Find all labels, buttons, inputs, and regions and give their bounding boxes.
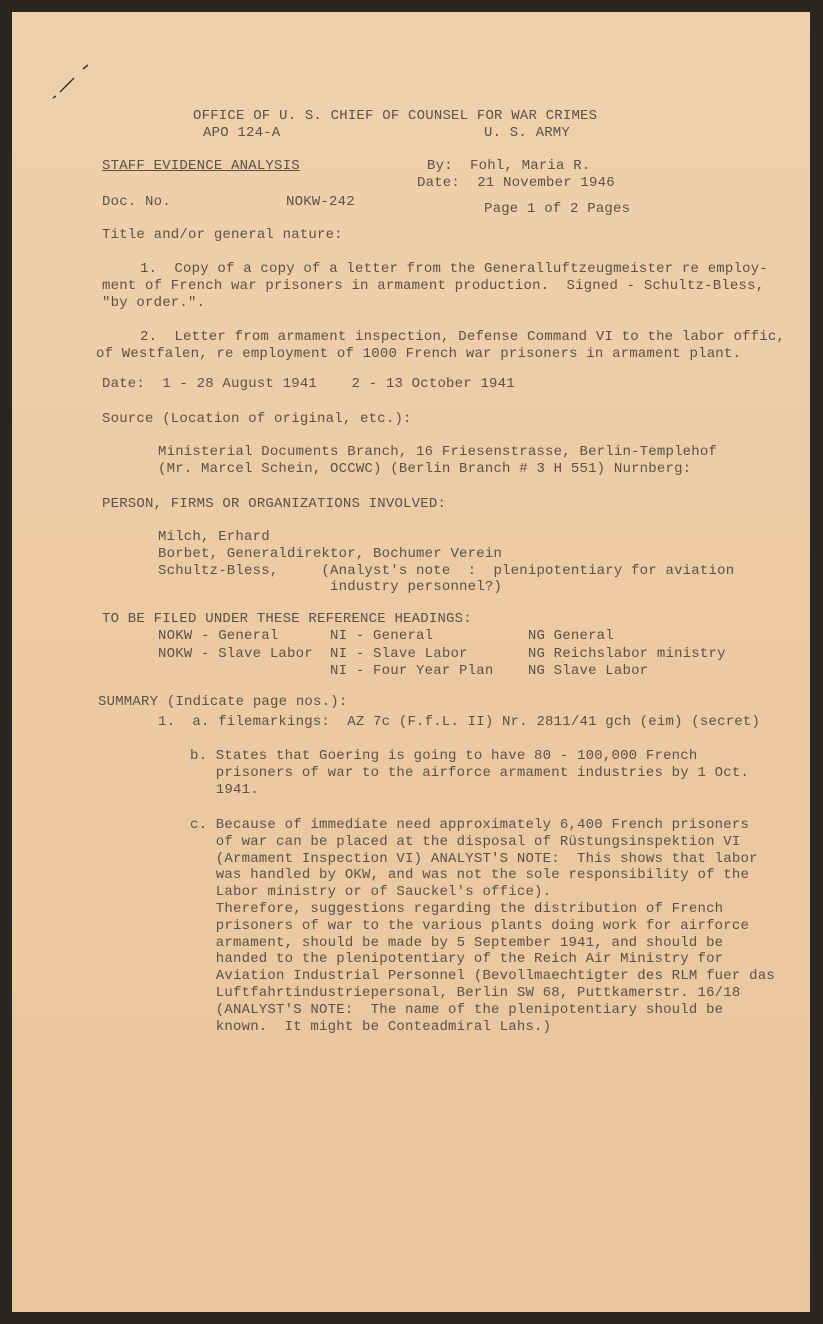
summary-c-line: of war can be placed at the disposal of Rüstungsinspektion VI <box>190 833 741 850</box>
para1-line: ment of French war prisoners in armament production. Signed - Schultz-Bless, <box>102 278 765 294</box>
para1-line: 1. Copy of a copy of a letter from the Generalluftzeugmeister re employ- <box>140 261 768 277</box>
person-line: Milch, Erhard <box>158 529 270 545</box>
para2-line: of Westfalen, re employment of 1000 French war prisoners in armament plant. <box>96 346 742 362</box>
office-heading: OFFICE OF U. S. CHIEF OF COUNSEL FOR WAR CRIMES <box>193 108 598 124</box>
summary-label: SUMMARY (Indicate page nos.): <box>98 694 348 710</box>
para1-line: "by order.". <box>102 295 206 311</box>
summary-b-line: prisoners of war to the airforce armament industries by 1 Oct. <box>190 765 750 781</box>
title-label: Title and/or general nature: <box>102 227 343 243</box>
person-line: Schultz-Bless, (Analyst's note : plenipotentiary for aviation <box>158 563 735 579</box>
summary-c-line: was handled by OKW, and was not the sole responsibility of the <box>190 867 750 884</box>
analysis-date: Date: 21 November 1946 <box>417 175 615 191</box>
summary-c-line: Luftfahrtindustriepersonal, Berlin SW 68, Puttkamerstr. 16/18 <box>190 985 741 1001</box>
persons-label: PERSON, FIRMS OR ORGANIZATIONS INVOLVED: <box>102 496 447 512</box>
summary-c-line: armament, should be made by 5 September 1941, and should be <box>190 934 724 951</box>
document-dates: Date: 1 - 28 August 1941 2 - 13 October 1941 <box>102 376 515 392</box>
source-line: Ministerial Documents Branch, 16 Friesenstrasse, Berlin-Templehof <box>158 444 718 460</box>
filed-row: NOKW - Slave Labor NI - Slave Labor NG Reichslabor ministry <box>158 646 726 662</box>
source-line: (Mr. Marcel Schein, OCCWC) (Berlin Branch # 3 H 551) Nurnberg: <box>158 461 692 477</box>
analysis-title: STAFF EVIDENCE ANALYSIS <box>102 158 300 174</box>
summary-b-line: 1941. <box>190 782 259 798</box>
person-line: Borbet, Generaldirektor, Bochumer Verein <box>158 546 503 562</box>
source-label: Source (Location of original, etc.): <box>102 411 412 427</box>
person-line: industry personnel?) <box>158 579 503 595</box>
para2-line: 2. Letter from armament inspection, Defense Command VI to the labor offic, <box>140 329 786 345</box>
army-label: U. S. ARMY <box>484 125 571 141</box>
summary-c-line: Labor ministry or of Sauckel's office). <box>190 884 552 901</box>
summary-c-line: (ANALYST'S NOTE: The name of the plenipotentiary should be <box>190 1001 724 1018</box>
pen-mark <box>50 60 90 100</box>
summary-c-line: Therefore, suggestions regarding the distribution of French <box>190 901 724 917</box>
filed-label: TO BE FILED UNDER THESE REFERENCE HEADINGS: <box>102 611 472 627</box>
apo-number: APO 124-A <box>203 125 281 141</box>
summary-c-line: known. It might be Conteadmiral Lahs.) <box>190 1018 552 1035</box>
page-count: Page 1 of 2 Pages <box>484 201 631 217</box>
summary-c-line: c. Because of immediate need approximately 6,400 French prisoners <box>190 817 750 833</box>
doc-no-label: Doc. No. <box>102 194 171 210</box>
summary-c-line: Aviation Industrial Personnel (Bevollmaechtigter des RLM fuer das <box>190 968 775 985</box>
summary-c-line: handed to the plenipotentiary of the Reich Air Ministry for <box>190 951 724 968</box>
summary-b-line: b. States that Goering is going to have 80 - 100,000 French <box>190 748 698 764</box>
summary-c-line: (Armament Inspection VI) ANALYST'S NOTE: This shows that labor <box>190 850 758 867</box>
filed-row: NOKW - General NI - General NG General <box>158 628 614 644</box>
filed-row: NI - Four Year Plan NG Slave Labor <box>158 663 649 679</box>
doc-no: NOKW-242 <box>286 194 355 210</box>
summary-c-line: prisoners of war to the various plants doing work for airforce <box>190 917 750 934</box>
analyst-name: By: Fohl, Maria R. <box>427 158 591 174</box>
summary-a: 1. a. filemarkings: AZ 7c (F.f.L. II) Nr. 2811/41 gch (eim) (secret) <box>158 714 761 730</box>
